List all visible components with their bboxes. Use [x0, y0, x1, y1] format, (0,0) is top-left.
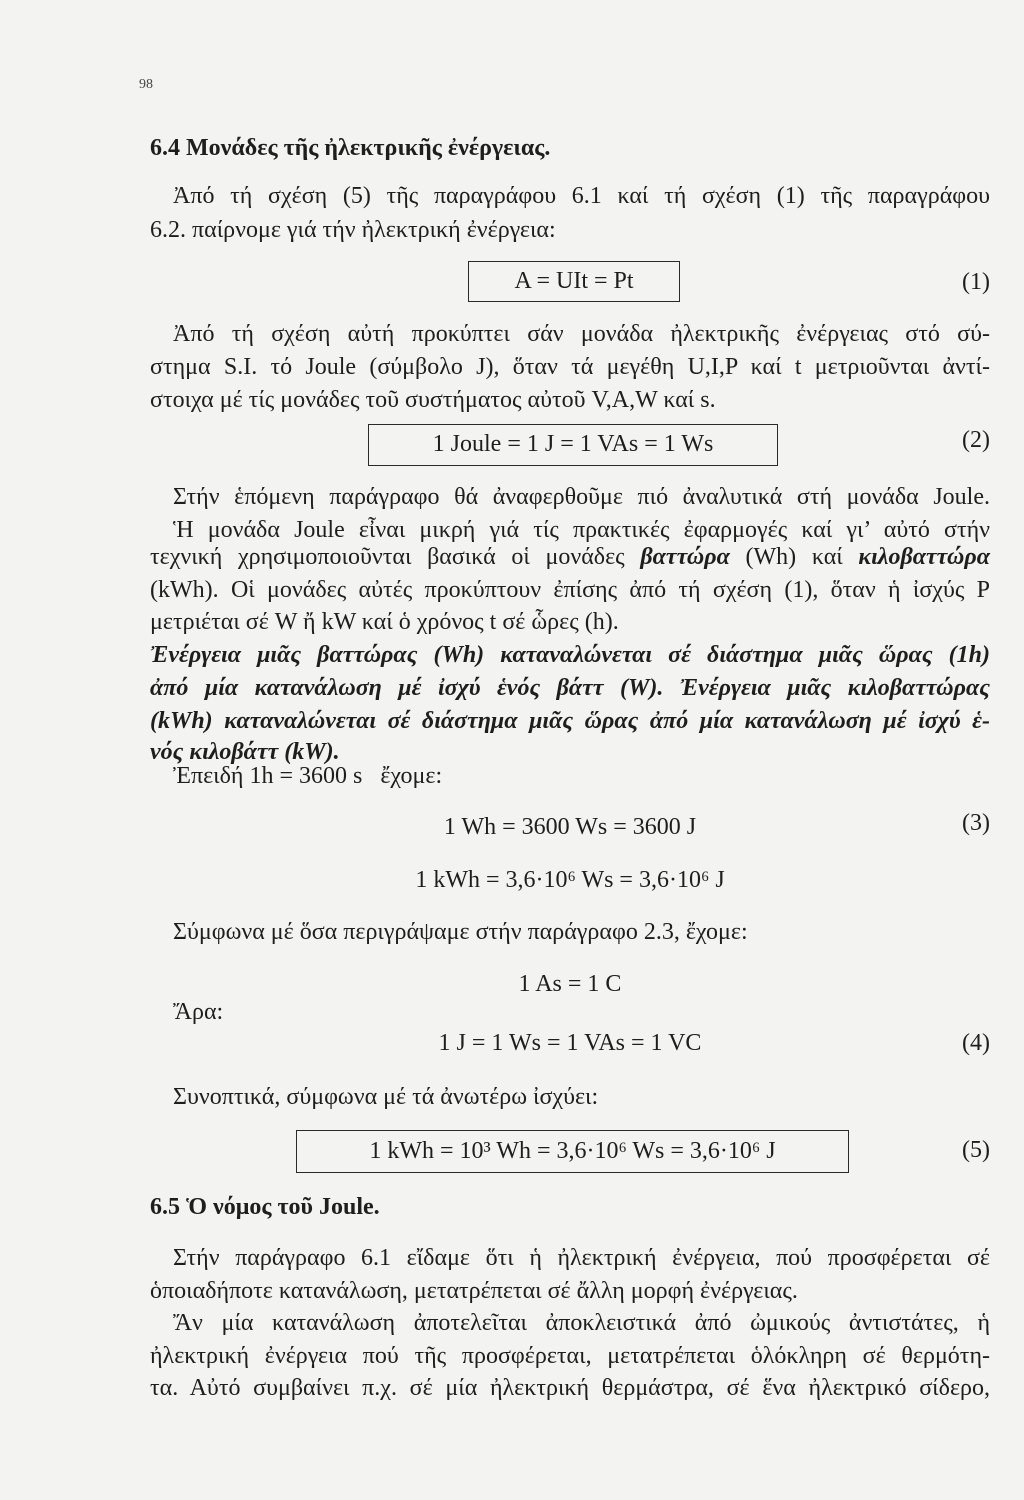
term-kilowatt-hour: κιλοβαττώρα [858, 544, 990, 570]
line-text: (Wh) καί [729, 544, 859, 570]
equation-5-formula: 1 kWh = 10³ Wh = 3,6·10⁶ Ws = 3,6·10⁶ J [369, 1138, 776, 1164]
intro-line: 6.2. παίρνομε γιά τήν ἠλεκτρική ἐνέργεια: [150, 217, 556, 243]
practical-units-line: Ἡ μονάδα Joule εἶναι μικρή γιά τίς πρακτικές ἐφαρμογές καί γι’ αὐτό στήν [173, 517, 990, 543]
section-heading-6-5: 6.5 Ὁ νόμος τοῦ Joule. [150, 1194, 380, 1220]
paragraph-line: ἠλεκτρική ἐνέργεια πού τῆς προσφέρεται, μετατρέπεται ὁλόκληρη σέ θερμότη- [150, 1343, 990, 1369]
equation-number-4: (4) [962, 1030, 990, 1056]
paragraph-line: ὁποιαδήποτε κατανάλωση, μετατρέπεται σέ ἄλλη μορφή ἐνέργειας. [150, 1278, 798, 1304]
equation-box-2 [368, 424, 778, 466]
practical-units-line [150, 541, 990, 573]
summary-intro-line: Συνοπτικά, σύμφωνα μέ τά ἀνωτέρω ἰσχύει: [173, 1084, 599, 1110]
charge-equation: 1 As = 1 C [518, 971, 622, 997]
charge-intro-line: Σύμφωνα μέ ὅσα περιγράψαμε στήν παράγραφο 2.3, ἔχομε: [173, 919, 748, 945]
therefore-label: Ἄρα: [173, 999, 224, 1025]
section-heading-6-4: 6.4 Μονάδες τῆς ἠλεκτρικῆς ἐνέργειας. [150, 135, 551, 161]
line-text: τεχνική χρησιμοποιοῦνται βασικά οἱ μονάδες [150, 544, 641, 570]
intro-line: Ἀπό τή σχέση (5) τῆς παραγράφου 6.1 καί τή σχέση (1) τῆς παραγράφου [173, 183, 990, 209]
term-watt-hour: βαττώρα [640, 544, 730, 570]
equation-3-line-2: 1 kWh = 3,6·10⁶ Ws = 3,6·10⁶ J [415, 867, 725, 893]
equation-number-3: (3) [962, 810, 990, 836]
definition-line: νός κιλοβάττ (kW). [150, 739, 340, 765]
equation-number-1: (1) [962, 269, 990, 295]
paragraph-line: Στήν παράγραφο 6.1 εἴδαμε ὅτι ἡ ἠλεκτρική ἐνέργεια, πού προσφέρεται σέ [173, 1245, 990, 1271]
si-unit-line: Ἀπό τή σχέση αὐτή προκύπτει σάν μονάδα ἠλεκτρικῆς ἐνέργειας στό σύ- [173, 321, 990, 347]
paragraph-line: τα. Αὐτό συμβαίνει π.χ. σέ μία ἠλεκτρική θερμάστρα, σέ ἕνα ἠλεκτρικό σίδερο, [150, 1375, 990, 1401]
equation-box-5 [296, 1130, 849, 1173]
paragraph-line: Ἄν μία κατανάλωση ἀποτελεῖται ἀποκλειστικά ἀπό ὠμικούς ἀντιστάτες, ἡ [173, 1310, 990, 1336]
definition-line: Ἐνέργεια μιᾶς βαττώρας (Wh) καταναλώνεται σέ διάστημα μιᾶς ὥρας (1h) [150, 642, 990, 668]
practical-units-line: (kWh). Οἱ μονάδες αὐτές προκύπτουν ἐπίσης ἀπό τή σχέση (1), ὅταν ἡ ἰσχύς P [150, 577, 990, 603]
since-line: Ἐπειδή 1h = 3600 s ἔχομε: [173, 763, 443, 789]
equation-number-2: (2) [962, 427, 990, 453]
definition-line: (kWh) καταναλώνεται σέ διάστημα μιᾶς ὥρας ἀπό μία κατανάλωση μέ ἰσχύ ἑ- [150, 708, 990, 734]
equation-2-formula: 1 Joule = 1 J = 1 VAs = 1 Ws [432, 431, 714, 457]
equation-box-1 [468, 261, 680, 302]
page-number: 98 [139, 77, 153, 92]
practical-units-line: μετριέται σέ W ἤ kW καί ὁ χρόνος t σέ ὧρες (h). [150, 609, 619, 635]
equation-1-formula: A = UIt = Pt [514, 268, 634, 294]
si-unit-line: στοιχα μέ τίς μονάδες τοῦ συστήματος αὐτοῦ V,A,W καί s. [150, 387, 716, 413]
equation-4-formula: 1 J = 1 Ws = 1 VAs = 1 VC [438, 1030, 702, 1056]
equation-number-5: (5) [962, 1137, 990, 1163]
equation-3-line-1: 1 Wh = 3600 Ws = 3600 J [443, 814, 697, 840]
definition-line: ἀπό μία κατανάλωση μέ ἰσχύ ἑνός βάττ (W). Ἐνέργεια μιᾶς κιλοβαττώρας [150, 675, 990, 701]
next-section-note: Στήν ἑπόμενη παράγραφο θά ἀναφερθοῦμε πιό ἀναλυτικά στή μονάδα Joule. [173, 484, 990, 510]
si-unit-line: στημα S.I. τό Joule (σύμβολο J), ὅταν τά μεγέθη U,I,P καί t μετριοῦνται ἀντί- [150, 354, 990, 380]
